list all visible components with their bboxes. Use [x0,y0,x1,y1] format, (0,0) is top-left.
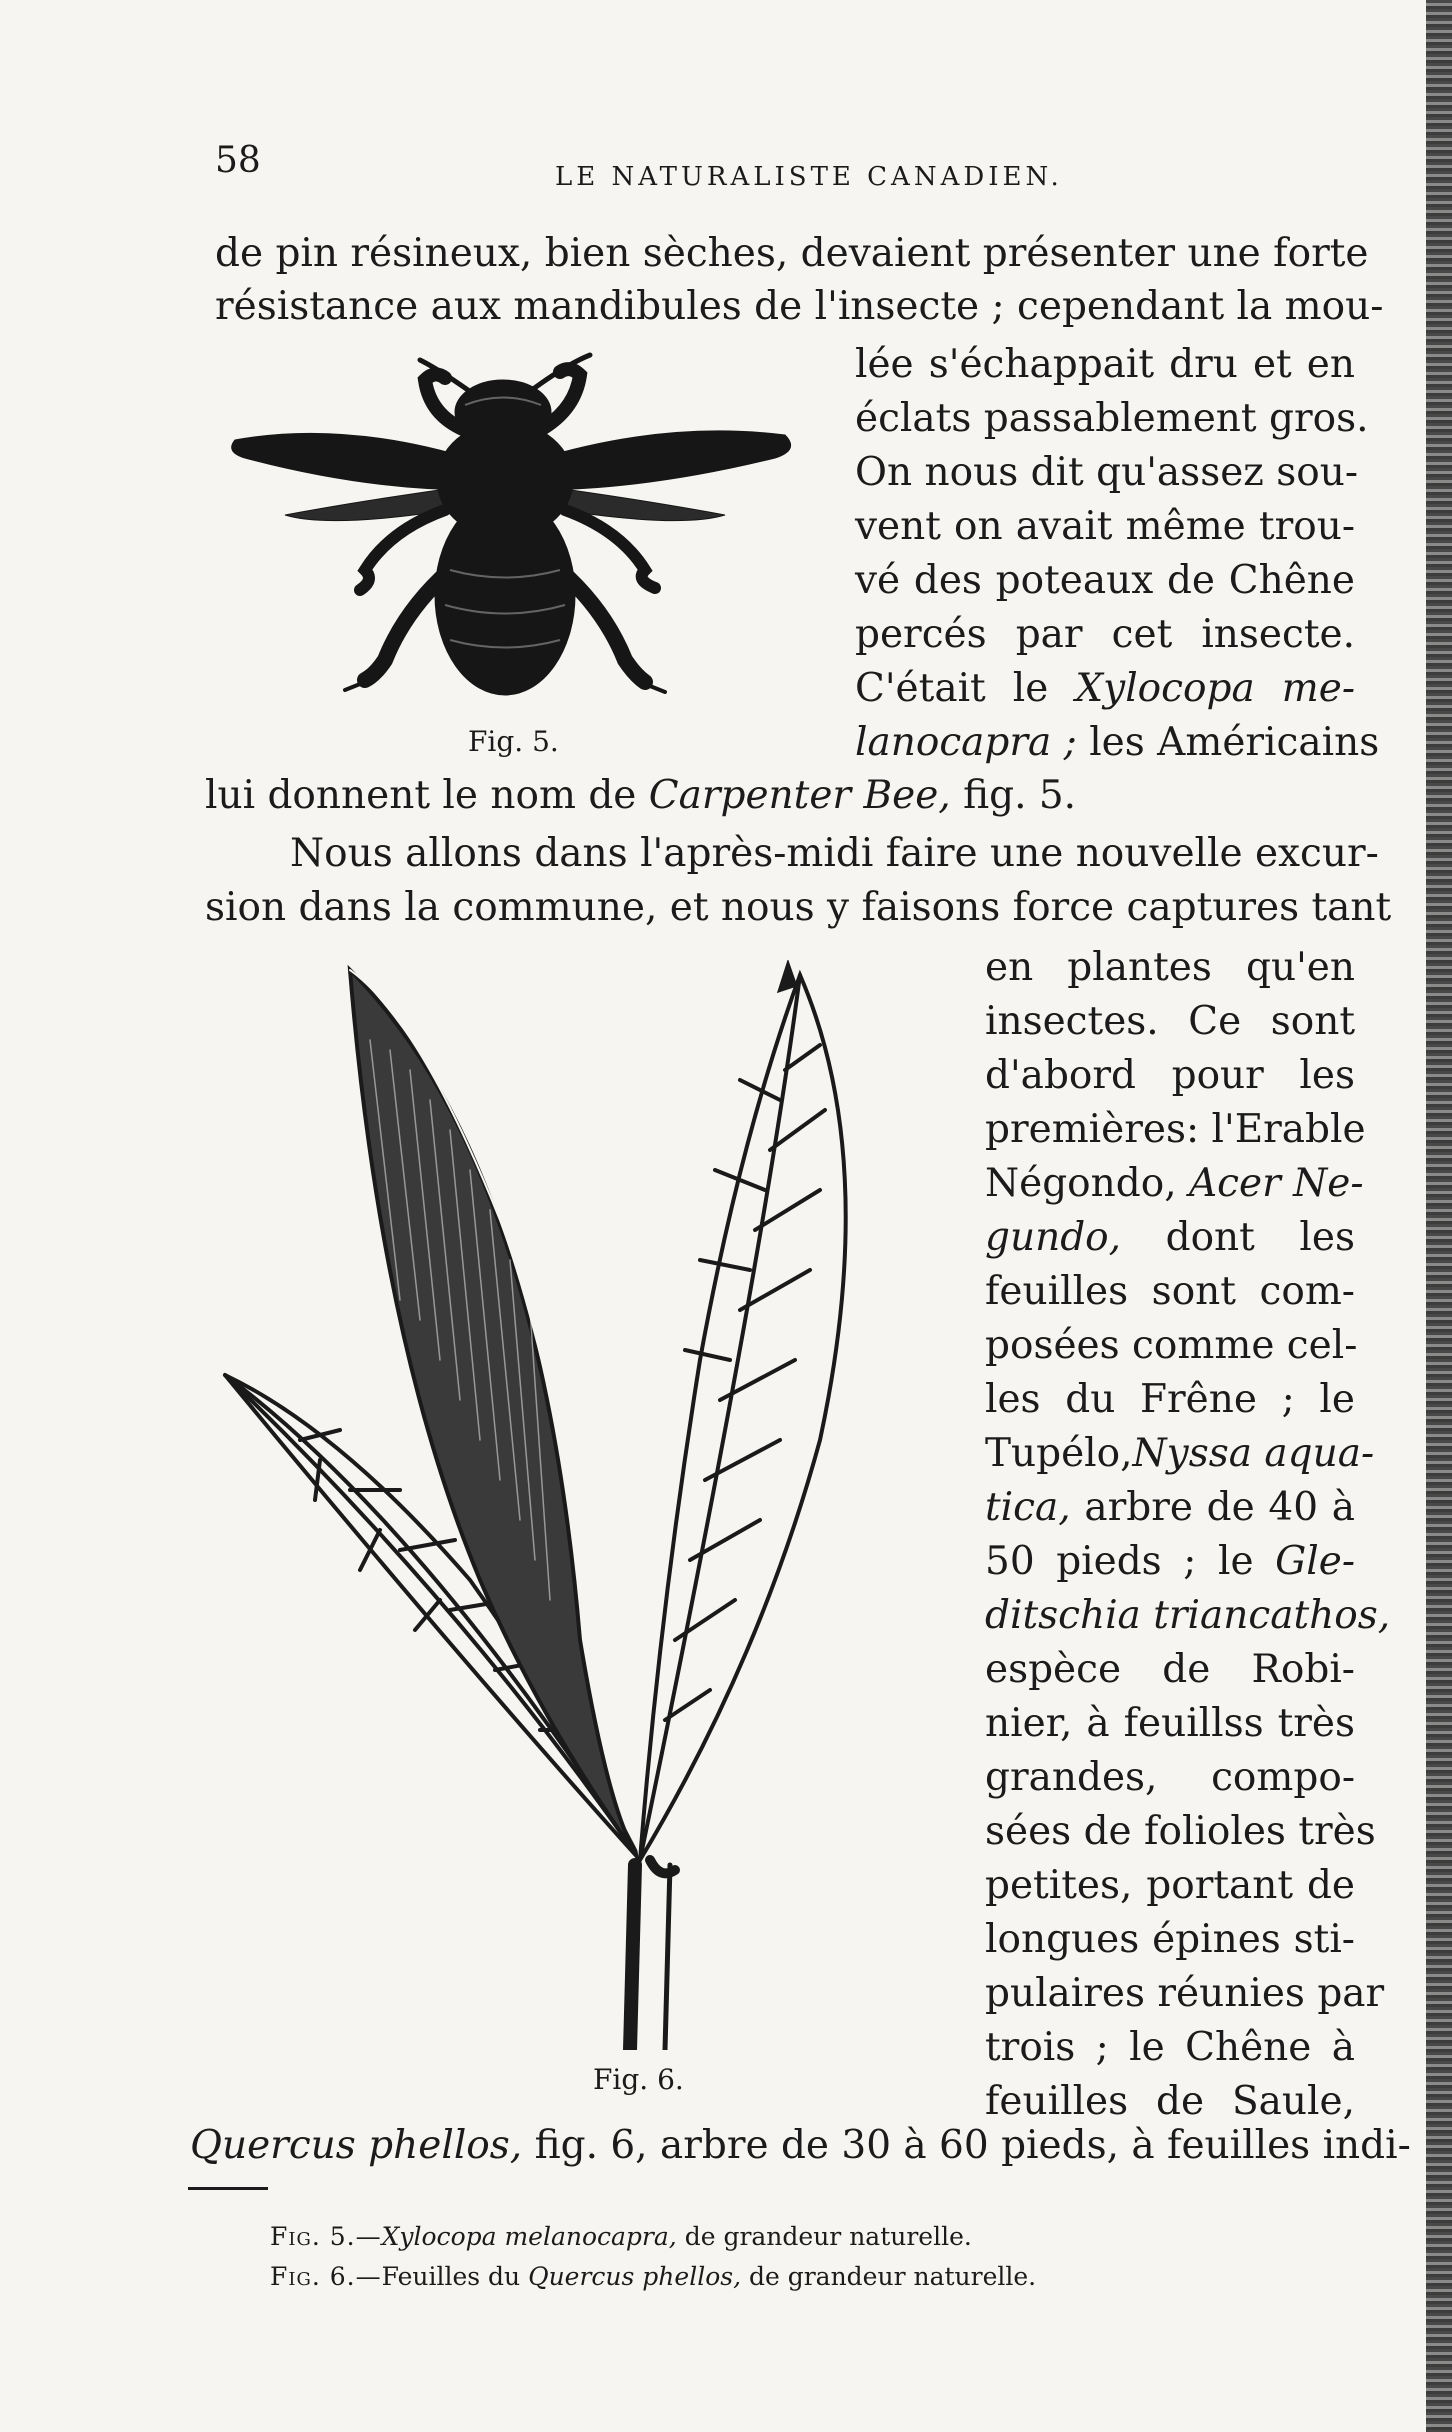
text-line: posées comme cel- [985,1323,1358,1368]
text-line: On nous dit qu'assez sou- [855,450,1359,495]
text-line: sées de folioles très [985,1809,1376,1854]
text-line: Négondo, Acer Ne- [985,1161,1364,1206]
figure-5-bee-illustration [225,340,805,720]
running-title: LE NATURALISTE CANADIEN. [555,162,1063,192]
text-line: de pin résineux, bien sèches, devaient présenter une forte [215,231,1369,276]
text-line: 50 pieds ; le Gle- [985,1539,1355,1584]
text-line: grandes, compo- [985,1755,1355,1800]
figure-6-leaves-illustration [220,960,920,2050]
footnote-fig-5: Fig. 5.—Xylocopa melanocapra, de grandeur naturelle. [270,2222,972,2251]
page-number: 58 [215,140,261,181]
text-line: feuilles sont com- [985,1269,1355,1314]
text-line: longues épines sti- [985,1917,1355,1962]
text-line: trois ; le Chêne à [985,2025,1355,2070]
text-line: Quercus phellos, fig. 6, arbre de 30 à 60 pieds, à feuilles indi- [190,2123,1411,2168]
text-line: C'était le Xylocopa me- [855,666,1355,711]
text-line: tica, arbre de 40 à [985,1485,1355,1530]
text-line: sion dans la commune, et nous y faisons force captures tant [205,885,1392,930]
text-line: nier, à feuillss très [985,1701,1355,1746]
text-line: éclats passablement gros. [855,396,1369,441]
text-line: espèce de Robi- [985,1647,1355,1692]
text-line: les du Frêne ; le [985,1377,1355,1422]
footnote-fig-6: Fig. 6.—Feuilles du Quercus phellos, de grandeur naturelle. [270,2262,1037,2291]
text-line: lée s'échappait dru et en [855,342,1355,387]
footnote-separator [188,2187,268,2190]
text-line: ditschia triancathos, [985,1593,1391,1638]
page-edge-shadow [1426,0,1452,2432]
text-line: percés par cet insecte. [855,612,1355,657]
text-line: petites, portant de [985,1863,1355,1908]
text-line: d'abord pour les [985,1053,1355,1098]
text-line: Nous allons dans l'après-midi faire une nouvelle excur- [290,831,1379,876]
text-line: vent on avait même trou- [855,504,1355,549]
text-line: Tupélo,Nyssa aqua- [985,1431,1375,1476]
text-line: pulaires réunies par [985,1971,1385,2016]
text-line: vé des poteaux de Chêne [855,558,1355,603]
text-line: en plantes qu'en [985,945,1355,990]
text-line: insectes. Ce sont [985,999,1355,1044]
text-line: lanocapra ; les Américains [855,720,1380,765]
text-line: premières: l'Erable [985,1107,1366,1152]
text-line: feuilles de Saule, [985,2079,1355,2124]
text-line: résistance aux mandibules de l'insecte ; cependant la mou- [215,284,1384,329]
figure-6-caption: Fig. 6. [593,2063,684,2096]
figure-5-caption: Fig. 5. [468,725,559,758]
page-header [215,140,1355,190]
text-line: gundo, dont les [985,1215,1355,1260]
text-line: lui donnent le nom de Carpenter Bee, fig. 5. [205,773,1077,818]
